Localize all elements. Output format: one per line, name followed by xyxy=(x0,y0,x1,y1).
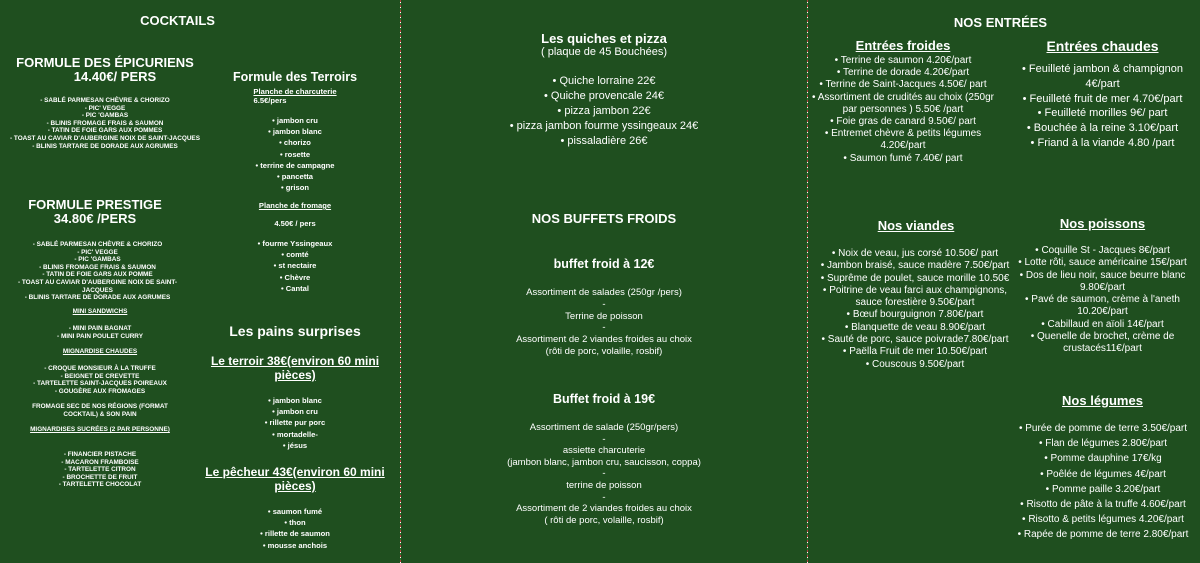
menu-item: • rosette xyxy=(205,149,385,160)
menu-item: • saumon fumé xyxy=(205,506,385,517)
menu-item: • comté xyxy=(205,249,385,260)
mini-sandwichs-title: MINI SANDWICHS xyxy=(72,308,128,315)
menu-item: • rillette pur porc xyxy=(205,417,385,428)
buffet-12-title: buffet froid à 12€ xyxy=(553,257,655,271)
entrees-chaudes-title: Entrées chaudes xyxy=(1046,38,1159,54)
buffet-19-lines xyxy=(401,422,807,526)
menu-item: • Risotto de pâte à la truffe 4.60€/part xyxy=(1008,497,1198,512)
menu-item: - BLINIS TARTARE DE DORADE AUX AGRUMES xyxy=(5,294,190,302)
menu-item: • jambon cru xyxy=(205,115,385,126)
menu-item: • Quiche provencale 24€ xyxy=(491,89,717,104)
menu-item: • Couscous 9.50€/part xyxy=(820,359,1010,371)
menu-item: • Flan de légumes 2.80€/part xyxy=(1008,436,1198,451)
menu-item: - SABLÉ PARMESAN CHÈVRE & CHORIZO xyxy=(5,241,190,249)
menu-item: • st nectaire xyxy=(205,260,385,271)
menu-item: - BLINIS FROMAGE FRAIS & SAUMON xyxy=(0,120,210,128)
viandes-list xyxy=(820,248,1010,371)
menu-item: • Feuilleté morilles 9€/ part xyxy=(1015,106,1190,121)
mignardises-sucrees-list xyxy=(0,451,200,489)
menu-item: • Quiche lorraine 22€ xyxy=(491,74,717,89)
menu-item: • Dos de lieu noir, sauce beurre blanc 9.80€/part xyxy=(1015,270,1190,295)
menu-item: • Bouchée à la reine 3.10€/part xyxy=(1015,121,1190,136)
menu-item: • Rapée de pomme de terre 2.80€/part xyxy=(1008,527,1198,542)
menu-item: • fourme Yssingeaux xyxy=(205,238,385,249)
menu-item: • pizza jambon 22€ xyxy=(491,104,717,119)
menu-item: • thon xyxy=(205,517,385,528)
menu-item: • Pomme dauphine 17€/kg xyxy=(1008,451,1198,466)
cocktails-title: COCKTAILS xyxy=(140,13,215,28)
menu-item: • Coquille St - Jacques 8€/part xyxy=(1015,245,1190,257)
menu-item: - PIC 'GAMBAS xyxy=(5,256,190,264)
legumes-list xyxy=(1008,421,1198,543)
epicuriens-list xyxy=(0,97,210,150)
menu-item: • Lotte rôti, sauce américaine 15€/part xyxy=(1015,257,1190,269)
pecheur-pain-title: Le pêcheur 43€(environ 60 mini pièces) xyxy=(205,465,385,493)
menu-item: • mortadelle- xyxy=(205,429,385,440)
menu-item: • chorizo xyxy=(205,137,385,148)
quiches-buffets-panel xyxy=(401,0,807,563)
menu-item: • Paëlla Fruit de mer 10.50€/part xyxy=(820,346,1010,358)
menu-item: - TATIN DE FOIE GARS AUX POMMES xyxy=(0,127,210,135)
menu-item: • Assortiment de crudités au choix (250gr par personnes ) 5.50€ /part xyxy=(808,92,998,116)
buffet-line: Assortiment de salade (250gr/pers) xyxy=(529,422,679,433)
menu-item: • Terrine de saumon 4.20€/part xyxy=(808,55,998,67)
pains-surprises-title: Les pains surprises xyxy=(229,323,361,339)
prestige-price: 34.80€ /PERS xyxy=(53,211,137,226)
menu-item: - BEIGNET DE CREVETTE xyxy=(0,373,200,381)
buffet-line: terrine de poisson xyxy=(566,479,642,491)
charcuterie-list xyxy=(205,115,385,193)
entrees-title: NOS ENTRÉES xyxy=(953,15,1048,30)
menu-item: - TOAST AU CAVIAR D'AUBERGINE NOIX DE SAINT-JACQUES xyxy=(5,279,190,294)
buffet-line: - xyxy=(602,298,606,310)
quiches-subtitle: ( plaque de 45 Bouchées) xyxy=(541,46,667,58)
viandes-title: Nos viandes xyxy=(877,218,955,233)
menu-item: • pizza jambon fourme yssingeaux 24€ xyxy=(491,119,717,134)
fromage-line: FROMAGE SEC DE NOS RÉGIONS (FORMAT COCKTAIL) & SON PAIN xyxy=(32,403,168,418)
buffet-line: Assortiment de salades (250gr /pers) xyxy=(526,287,682,298)
menu-item: • jambon cru xyxy=(205,406,385,417)
menu-item: - MACARON FRAMBOISE xyxy=(0,459,200,467)
entrees-froides-title: Entrées froides xyxy=(855,38,951,53)
mini-sandwichs-list xyxy=(0,325,200,340)
buffet-line: - xyxy=(602,491,606,503)
menu-item: • Chèvre xyxy=(205,272,385,283)
menu-item: • Noix de veau, jus corsé 10.50€/ part xyxy=(820,248,1010,260)
menu-item: • Blanquette de veau 8.90€/part xyxy=(820,322,1010,334)
buffet-line: - xyxy=(602,322,606,334)
epicuriens-title: FORMULE DES ÉPICURIENS xyxy=(16,55,194,70)
legumes-title: Nos légumes xyxy=(1062,393,1143,408)
cocktails-panel xyxy=(0,0,400,563)
menu-item: • Feuilleté fruit de mer 4.70€/part xyxy=(1015,92,1190,107)
menu-item: - CROQUE MONSIEUR À LA TRUFFE xyxy=(0,365,200,373)
menu-item: • Pomme paille 3.20€/part xyxy=(1008,482,1198,497)
buffet-line: (rôti de porc, volaille, rosbif) xyxy=(545,345,663,357)
menu-item: • rillette de saumon xyxy=(205,528,385,539)
buffet-line: assiette charcuterie xyxy=(562,445,646,457)
poissons-title: Nos poissons xyxy=(1059,216,1146,231)
buffets-title: NOS BUFFETS FROIDS xyxy=(531,211,677,226)
menu-item: • Risotto & petits légumes 4.20€/part xyxy=(1008,512,1198,527)
menu-item: • grison xyxy=(205,182,385,193)
menu-item: - TOAST AU CAVIAR D'AUBERGINE NOIX DE SAINT-JACQUES xyxy=(0,135,210,143)
menu-item: • pissaladière 26€ xyxy=(491,134,717,149)
menu-item: • Entremet chèvre & petits légumes 4.20€/part xyxy=(808,128,998,152)
buffet-line: ( rôti de porc, volaille, rosbif) xyxy=(544,514,664,526)
menu-item: • Cantal xyxy=(205,283,385,294)
menu-item: • Purée de pomme de terre 3.50€/part xyxy=(1008,421,1198,436)
menu-item: • mousse anchois xyxy=(205,540,385,551)
buffet-line: Assortiment de 2 viandes froides au choix xyxy=(516,503,692,515)
menu-item: • Jambon braisé, sauce madère 7.50€/part xyxy=(820,260,1010,272)
menu-item: • Saumon fumé 7.40€/ part xyxy=(808,153,998,165)
fromage-list xyxy=(205,238,385,294)
menu-item: - BLINIS TARTARE DE DORADE AUX AGRUMES xyxy=(0,143,210,151)
quiches-title: Les quiches et pizza xyxy=(541,31,667,46)
planche-charcuterie-title: Planche de charcuterie xyxy=(253,87,337,96)
planche-fromage-price: 4.50€ / pers xyxy=(274,219,316,228)
buffet-12-lines xyxy=(401,287,807,358)
planche-charcuterie-price: 6.5€/pers xyxy=(253,96,287,105)
menu-item: - PIC' VEGGE xyxy=(0,105,210,113)
menu-item: • Feuilleté jambon & champignon 4€/part xyxy=(1015,62,1190,92)
entrees-froides-list xyxy=(808,55,998,165)
buffet-line: - xyxy=(602,433,606,445)
buffet-line: Terrine de poisson xyxy=(565,310,643,322)
menu-item: - BROCHETTE DE FRUIT xyxy=(0,474,200,482)
menu-item: • Friand à la viande 4.80 /part xyxy=(1015,136,1190,151)
menu-item: - BLINIS FROMAGE FRAIS & SAUMON xyxy=(5,264,190,272)
prestige-list xyxy=(5,241,190,302)
menu-item: • Suprême de poulet, sauce morille 10.50€ xyxy=(820,273,1010,285)
mignardise-chaudes-list xyxy=(0,365,200,395)
menu-item: - SABLÉ PARMESAN CHÈVRE & CHORIZO xyxy=(0,97,210,105)
buffet-line: - xyxy=(602,468,606,480)
entrees-panel xyxy=(808,0,1200,563)
quiches-list xyxy=(491,74,717,149)
terroirs-title: Formule des Terroirs xyxy=(232,70,358,84)
buffet-line: Assortiment de 2 viandes froides au choix xyxy=(516,334,692,346)
menu-item: • Terrine de dorade 4.20€/part xyxy=(808,67,998,79)
menu-item: • terrine de campagne xyxy=(205,160,385,171)
menu-item: • Sauté de porc, sauce poivrade7.80€/part xyxy=(820,334,1010,346)
menu-item: • jésus xyxy=(205,440,385,451)
menu-item: - PIC 'GAMBAS xyxy=(0,112,210,120)
menu-item: • pancetta xyxy=(205,171,385,182)
poissons-list xyxy=(1015,245,1190,356)
menu-item: - GOUGÈRE AUX FROMAGES xyxy=(0,388,200,396)
menu-item: • Foie gras de canard 9.50€/ part xyxy=(808,116,998,128)
menu-item: • jambon blanc xyxy=(205,395,385,406)
menu-item: - TARTELETTE CITRON xyxy=(0,466,200,474)
menu-item: • Pavé de saumon, crème à l'aneth 10.20€/part xyxy=(1015,294,1190,319)
menu-item: • Terrine de Saint-Jacques 4.50€/ part xyxy=(808,79,998,91)
epicuriens-price: 14.40€/ PERS xyxy=(73,69,157,84)
menu-item: - TARTELETTE SAINT-JACQUES POIREAUX xyxy=(0,380,200,388)
menu-item: • jambon blanc xyxy=(205,126,385,137)
planche-fromage-title: Planche de fromage xyxy=(258,201,332,210)
menu-item: - FINANCIER PISTACHE xyxy=(0,451,200,459)
menu-item: - TATIN DE FOIE GARS AUX POMME xyxy=(5,271,190,279)
entrees-chaudes-list xyxy=(1015,62,1190,151)
buffet-19-title: Buffet froid à 19€ xyxy=(552,392,656,406)
menu-item: - TARTELETTE CHOCOLAT xyxy=(0,481,200,489)
menu-item: - MINI PAIN POULET CURRY xyxy=(0,333,200,341)
menu-item: - MINI PAIN BAGNAT xyxy=(0,325,200,333)
terroir-pain-list xyxy=(205,395,385,451)
menu-item: • Poitrine de veau farci aux champignons, sauce forestière 9.50€/part xyxy=(820,285,1010,310)
pecheur-pain-list xyxy=(205,506,385,551)
menu-item: • Bœuf bourguignon 7.80€/part xyxy=(820,309,1010,321)
buffet-line: (jambon blanc, jambon cru, saucisson, coppa) xyxy=(507,456,701,468)
menu-item: • Poêlée de légumes 4€/part xyxy=(1008,467,1198,482)
prestige-title: FORMULE PRESTIGE xyxy=(28,197,162,212)
menu-item: - PIC' VEGGE xyxy=(5,249,190,257)
mignardise-chaudes-title: MIGNARDISE CHAUDES xyxy=(62,348,138,355)
terroir-pain-title: Le terroir 38€(environ 60 mini pièces) xyxy=(210,354,380,382)
menu-item: • Cabillaud en aïoli 14€/part xyxy=(1015,319,1190,331)
menu-item: • Quenelle de brochet, crème de crustacés11€/part xyxy=(1015,331,1190,356)
mignardises-sucrees-title: MIGNARDISES SUCRÉES (2 PAR PERSONNE) xyxy=(30,426,170,433)
